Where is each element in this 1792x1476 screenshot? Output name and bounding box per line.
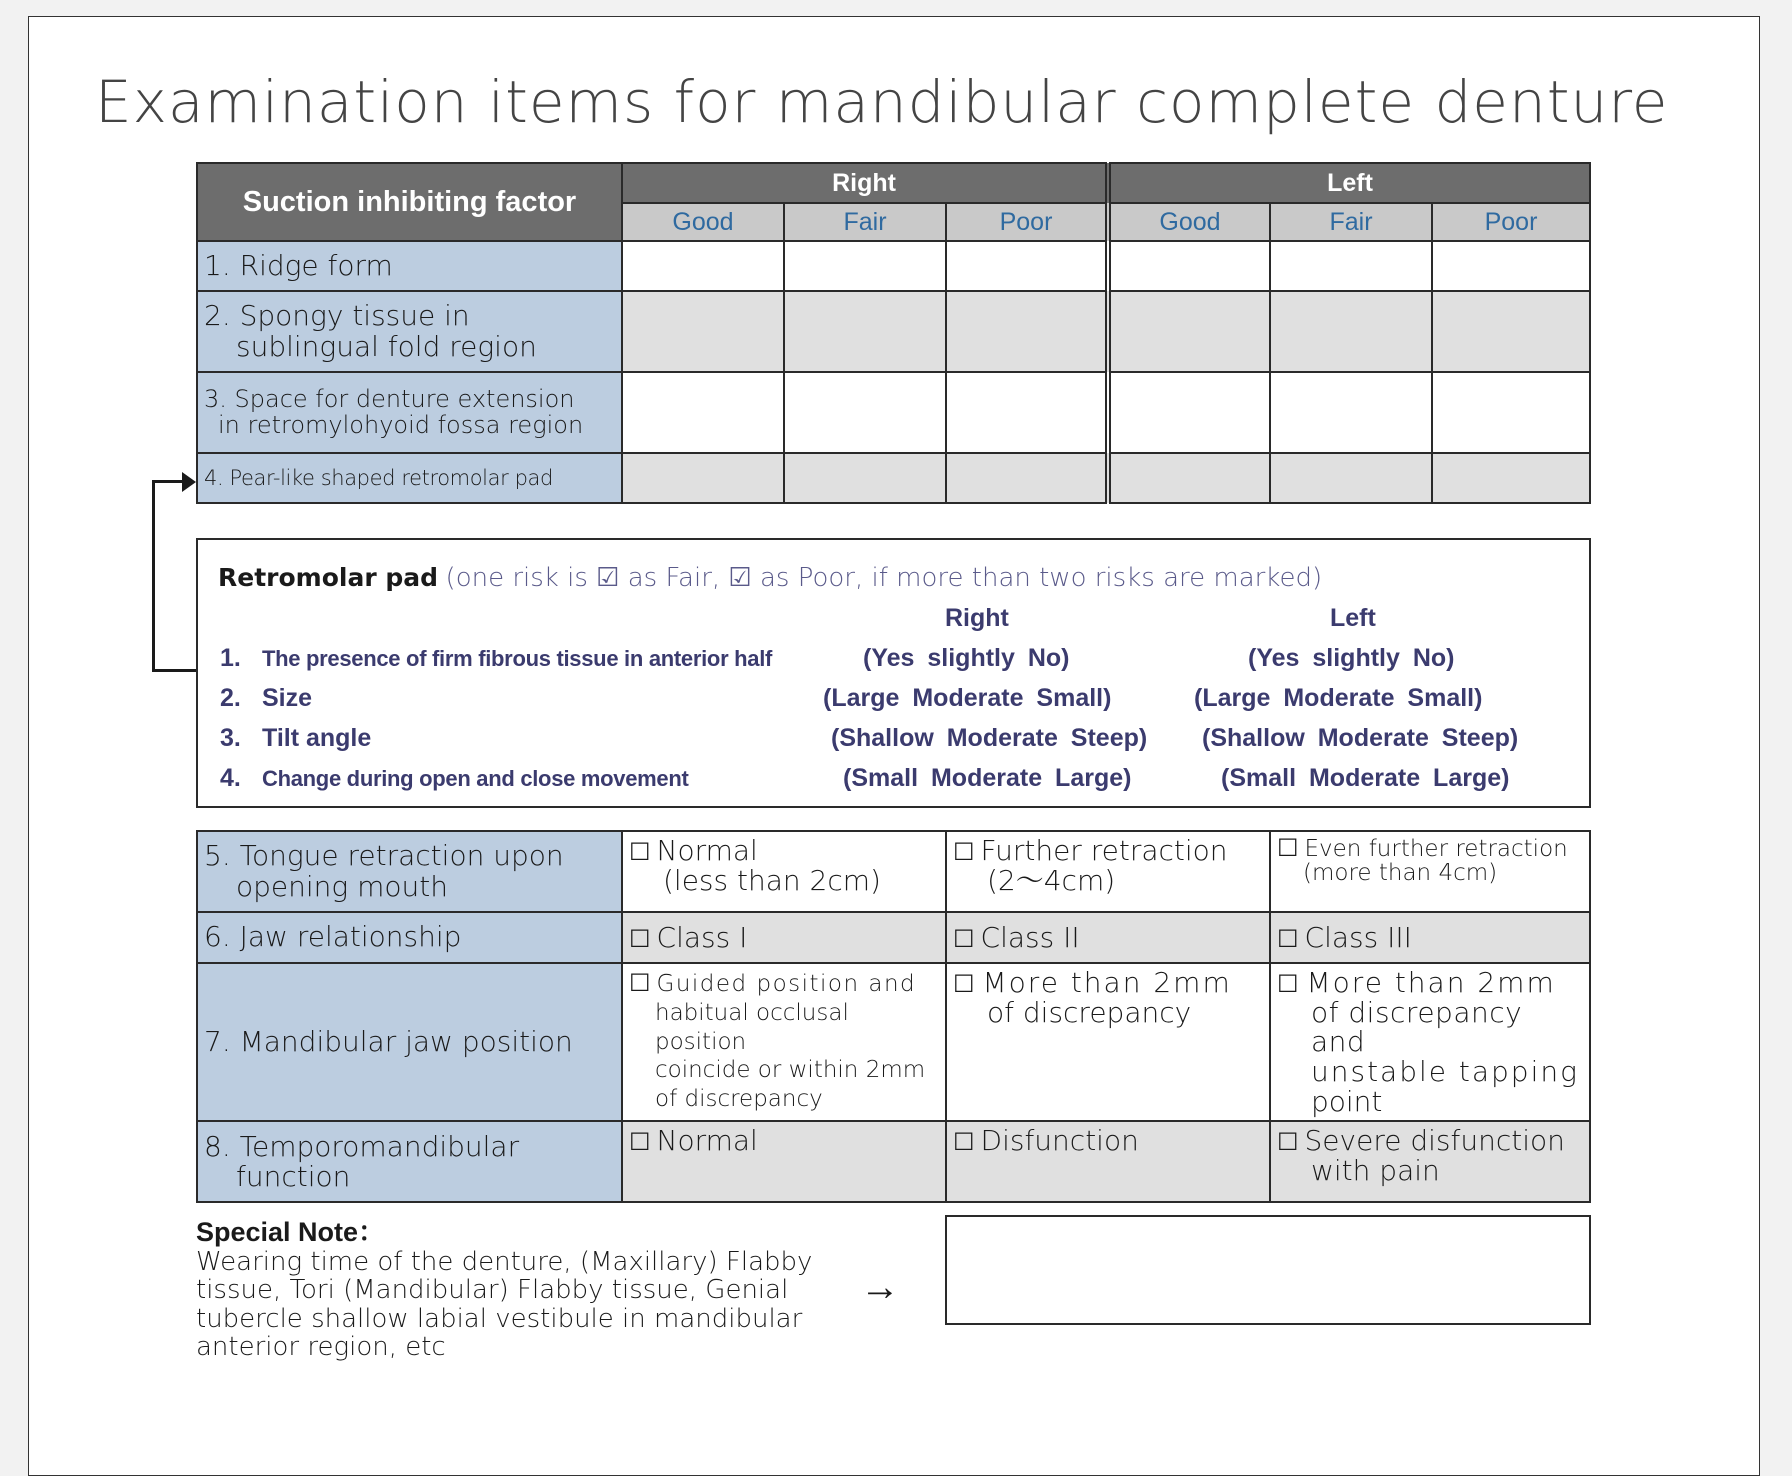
- checkbox-icon[interactable]: ☐: [629, 1128, 651, 1157]
- grade-header: Good: [622, 203, 784, 241]
- option-text: (more than 4cm): [1303, 860, 1498, 887]
- connector-line-top: [152, 480, 186, 483]
- special-note-input[interactable]: [945, 1215, 1591, 1325]
- grade-cell[interactable]: [1432, 372, 1590, 453]
- grade-cell[interactable]: [784, 291, 946, 372]
- exam-row-label: [197, 1121, 622, 1202]
- retromolar-item-text: The presence of firm fibrous tissue in anterior half: [262, 646, 773, 671]
- option-text: (less than 2cm): [663, 863, 881, 897]
- special-note: [196, 1218, 816, 1362]
- retromolar-item-number: 4.: [220, 764, 241, 792]
- factor-label-text: 2. Spongy tissue in: [204, 299, 470, 333]
- retromolar-right-options[interactable]: (Yes slightly No): [863, 644, 1070, 672]
- retromolar-item: [220, 684, 312, 713]
- retromolar-item-text: Tilt angle: [262, 724, 372, 752]
- exam-label-text: function: [236, 1159, 351, 1193]
- option-text: of discrepancy: [987, 995, 1192, 1029]
- checkbox-icon[interactable]: ☐: [1277, 834, 1299, 862]
- option-text: point: [1311, 1084, 1383, 1118]
- retromolar-left-options[interactable]: (Shallow Moderate Steep): [1202, 724, 1519, 752]
- exam-row-label: [197, 963, 622, 1121]
- option-text: More than 2mm: [1306, 966, 1556, 999]
- grade-cell[interactable]: [946, 291, 1108, 372]
- retromolar-item: [220, 764, 689, 793]
- examination-options-table: [196, 830, 1591, 1203]
- grade-cell[interactable]: [946, 241, 1108, 291]
- special-note-body: Wearing time of the denture, (Maxillary) Flabby tissue, Tori (Mandibular) Flabby tissue, Genial tubercle shallow labial vestibule in mandibular anterior region, etc: [196, 1246, 813, 1363]
- option-text: with pain: [1311, 1154, 1440, 1188]
- factor-label-text: 3. Space for denture extension: [204, 384, 575, 413]
- checkbox-icon[interactable]: ☐: [1277, 924, 1299, 953]
- grade-cell[interactable]: [622, 372, 784, 453]
- checkbox-icon[interactable]: ☐: [629, 924, 651, 953]
- factor-row-label: [197, 291, 622, 372]
- option-text: Class I: [656, 920, 748, 954]
- connector-arrowhead-icon: [182, 472, 196, 492]
- page-title: Examination items for mandibular complete denture: [95, 68, 1669, 136]
- exam-label-text: 5. Tongue retraction upon: [204, 839, 564, 873]
- exam-row-label: [197, 912, 622, 963]
- factor-row-label: [197, 453, 622, 503]
- option-text: Class III: [1304, 920, 1412, 954]
- connector-line-bottom: [152, 669, 197, 672]
- option-text: Class II: [980, 920, 1080, 954]
- exam-label-text: 7. Mandibular jaw position: [204, 1025, 573, 1059]
- factor-row-label: [197, 372, 622, 453]
- option-class-ii-checkbox[interactable]: [946, 912, 1270, 963]
- option-more-than-2mm-checkbox[interactable]: [946, 963, 1270, 1121]
- special-note-heading: Special Note：: [196, 1217, 386, 1247]
- grade-header: Poor: [946, 203, 1108, 241]
- arrow-right-icon: →: [860, 1265, 900, 1309]
- checkbox-icon[interactable]: ☐: [953, 924, 975, 953]
- grade-cell[interactable]: [1432, 241, 1590, 291]
- grade-cell[interactable]: [1108, 453, 1270, 503]
- left-header: Left: [1108, 163, 1590, 203]
- option-text: Severe disfunction: [1304, 1124, 1565, 1158]
- grade-cell[interactable]: [784, 241, 946, 291]
- grade-cell[interactable]: [784, 372, 946, 453]
- retromolar-pad-box: [196, 538, 1591, 808]
- grade-cell[interactable]: [1270, 241, 1432, 291]
- option-text: of discrepancy: [655, 1086, 823, 1112]
- right-header: Right: [622, 163, 1108, 203]
- retromolar-left-options[interactable]: (Yes slightly No): [1248, 644, 1455, 672]
- option-text: unstable tapping: [1311, 1055, 1579, 1089]
- retromolar-heading: Retromolar pad: [218, 563, 439, 592]
- option-further-retraction-checkbox[interactable]: [946, 831, 1270, 912]
- option-text: More than 2mm: [982, 966, 1232, 999]
- grade-cell[interactable]: [1108, 241, 1270, 291]
- option-text: Even further retraction: [1304, 836, 1568, 862]
- checkbox-icon[interactable]: ☐: [953, 1128, 975, 1157]
- option-more-than-2mm-unstable-checkbox[interactable]: [1270, 963, 1590, 1121]
- option-text: Further retraction: [980, 834, 1228, 867]
- option-normal-checkbox[interactable]: [622, 831, 946, 912]
- grade-header: Good: [1108, 203, 1270, 241]
- retromolar-heading-line: [218, 562, 1322, 593]
- retromolar-right-header: Right: [945, 604, 1009, 632]
- connector-line-vertical: [152, 480, 155, 672]
- retromolar-item-text: Size: [262, 684, 313, 712]
- factor-label-text: sublingual fold region: [236, 329, 537, 363]
- option-even-further-retraction-checkbox[interactable]: [1270, 831, 1590, 912]
- grade-cell[interactable]: [622, 453, 784, 503]
- exam-label-text: 6. Jaw relationship: [204, 920, 462, 954]
- checkbox-icon[interactable]: ☐: [953, 970, 977, 998]
- checkbox-icon[interactable]: ☐: [1277, 1128, 1299, 1157]
- retromolar-item: [220, 724, 371, 753]
- exam-label-text: opening mouth: [236, 869, 448, 903]
- retromolar-left-header: Left: [1330, 604, 1376, 632]
- option-severe-disfunction-checkbox[interactable]: [1270, 1121, 1590, 1202]
- grade-header: Poor: [1432, 203, 1590, 241]
- grade-cell[interactable]: [1270, 453, 1432, 503]
- checkbox-icon[interactable]: ☐: [629, 969, 651, 997]
- option-text: habitual occlusal position: [655, 999, 849, 1055]
- grade-cell[interactable]: [1270, 372, 1432, 453]
- option-normal-tmj-checkbox[interactable]: [622, 1121, 946, 1202]
- option-text: coincide or within 2mm: [655, 1057, 926, 1084]
- factor-label-text: in retromylohyoid fossa region: [218, 410, 584, 439]
- retromolar-right-options[interactable]: (Small Moderate Large): [843, 764, 1132, 792]
- grade-cell[interactable]: [946, 453, 1108, 503]
- checkbox-icon[interactable]: ☐: [953, 838, 975, 866]
- option-class-iii-checkbox[interactable]: [1270, 912, 1590, 963]
- grade-cell[interactable]: [784, 453, 946, 503]
- grade-cell[interactable]: [1432, 291, 1590, 372]
- exam-label-text: 8. Temporomandibular: [204, 1129, 520, 1163]
- option-text: (2〜4cm): [987, 863, 1116, 897]
- exam-row-label: [197, 831, 622, 912]
- grade-cell[interactable]: [946, 372, 1108, 453]
- retromolar-right-options[interactable]: (Large Moderate Small): [823, 684, 1112, 712]
- grade-header: Fair: [1270, 203, 1432, 241]
- retromolar-item-text: Change during open and close movement: [262, 766, 689, 791]
- suction-factor-table: [196, 162, 1591, 504]
- retromolar-item-number: 1.: [220, 644, 241, 672]
- grade-cell[interactable]: [1432, 453, 1590, 503]
- retromolar-left-options[interactable]: (Small Moderate Large): [1221, 764, 1510, 792]
- option-class-i-checkbox[interactable]: [622, 912, 946, 963]
- retromolar-item-number: 2.: [220, 684, 241, 712]
- grade-cell[interactable]: [622, 291, 784, 372]
- option-guided-position-checkbox[interactable]: [622, 963, 946, 1121]
- retromolar-right-options[interactable]: (Shallow Moderate Steep): [831, 724, 1148, 752]
- factor-header: Suction inhibiting factor: [197, 163, 622, 241]
- grade-cell[interactable]: [1270, 291, 1432, 372]
- retromolar-item: [220, 644, 772, 673]
- option-disfunction-checkbox[interactable]: [946, 1121, 1270, 1202]
- grade-cell[interactable]: [1108, 291, 1270, 372]
- grade-header: Fair: [784, 203, 946, 241]
- option-text: Disfunction: [980, 1124, 1139, 1158]
- retromolar-item-number: 3.: [220, 724, 241, 752]
- factor-label-text: 1. Ridge form: [204, 248, 393, 282]
- grade-cell[interactable]: [622, 241, 784, 291]
- retromolar-left-options[interactable]: (Large Moderate Small): [1194, 684, 1483, 712]
- grade-cell[interactable]: [1108, 372, 1270, 453]
- checkbox-icon[interactable]: ☐: [629, 838, 651, 866]
- factor-row-label: [197, 241, 622, 291]
- option-text: of discrepancy and: [1311, 995, 1523, 1059]
- option-text: Guided position and: [656, 971, 917, 997]
- option-text: Normal: [656, 1124, 758, 1158]
- option-text: Normal: [656, 834, 758, 867]
- factor-label-text: 4. Pear-like shaped retromolar pad: [204, 465, 553, 490]
- checkbox-icon[interactable]: ☐: [1277, 970, 1301, 998]
- retromolar-note: (one risk is ☑ as Fair, ☑ as Poor, if more than two risks are marked): [445, 563, 1323, 593]
